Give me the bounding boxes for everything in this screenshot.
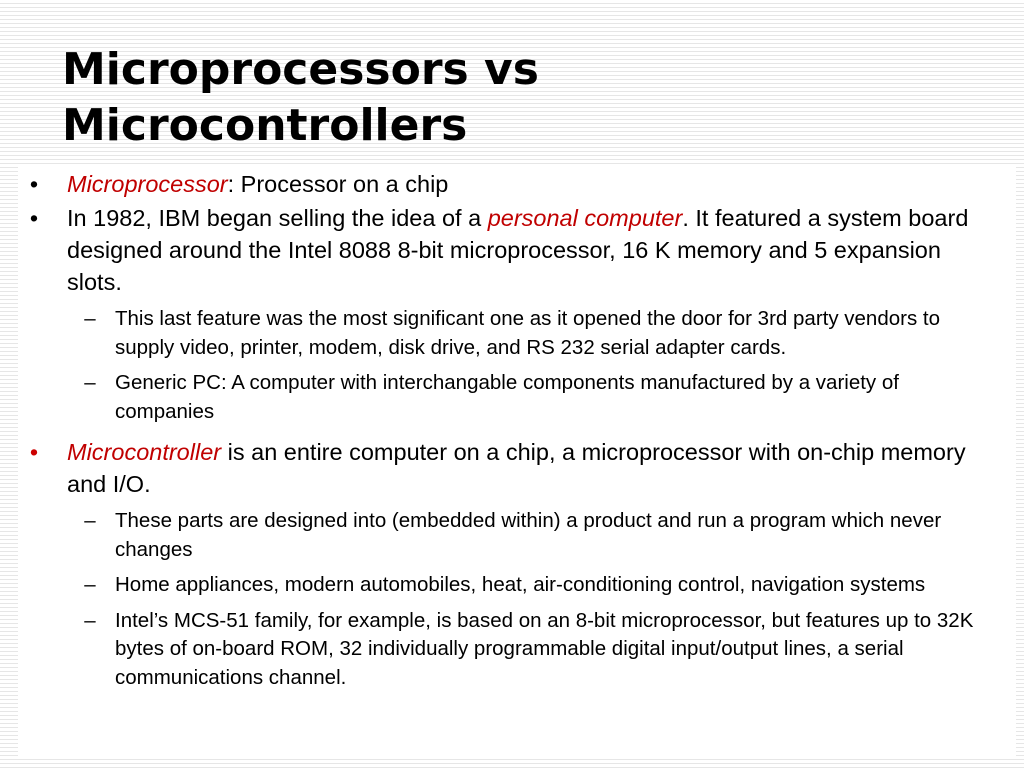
term-microcontroller: Microcontroller xyxy=(67,439,222,465)
sub-bullet-marker: – xyxy=(84,573,96,596)
sub-bullet-text: This last feature was the most significant one as it opened the door for 3rd party vendors to supply video, printer, modem, disk drive, and RS 232 serial adapter cards. xyxy=(115,307,941,359)
sub-bullet-text: Intel’s MCS-51 family, for example, is based on an 8-bit microprocessor, but features up to 32K bytes of on-board ROM, 32 individually programmable digital input/output lines, a serial communications channel. xyxy=(115,608,974,689)
sub-bullet-text: Home appliances, modern automobiles, heat, air-conditioning control, navigation systems xyxy=(115,573,926,596)
sub-bullet-mcs51 xyxy=(18,607,1016,693)
sub-bullet-marker: – xyxy=(84,608,96,632)
bullet-text-after: . It featured a system board designed around the Intel 8088 8-bit microprocessor, 16 K memory and 5 expansion slots. xyxy=(67,205,969,295)
slide-title-line-2: Microcontrollers xyxy=(62,100,468,151)
bullet-text: is an entire computer on a chip, a microprocessor with on-chip memory and I/O. xyxy=(67,439,966,497)
bullet-ibm-pc xyxy=(18,202,1016,298)
sub-bullet-marker: – xyxy=(84,509,96,532)
bullet-marker: • xyxy=(29,205,39,231)
bullet-text-before: In 1982, IBM began selling the idea of a xyxy=(67,205,488,231)
slide-content xyxy=(18,164,1016,756)
bullet-marker: • xyxy=(29,439,39,465)
term-personal-computer: personal computer xyxy=(487,205,683,231)
sub-bullet-marker: – xyxy=(84,371,96,394)
sub-bullet-marker: – xyxy=(84,307,96,330)
sub-bullet-expansion-slots xyxy=(18,305,1016,362)
bullet-text: : Processor on a chip xyxy=(227,171,449,197)
bullet-microprocessor xyxy=(18,168,1016,200)
term-microprocessor: Microprocessor xyxy=(67,171,228,197)
sub-bullet-applications xyxy=(18,571,1016,600)
sub-bullet-generic-pc xyxy=(18,369,1016,426)
slide-title xyxy=(62,42,962,154)
sub-bullet-text: These parts are designed into (embedded within) a product and run a program which never changes xyxy=(115,509,942,561)
slide-title-line-1: Microprocessors vs xyxy=(62,44,539,95)
bullet-marker: • xyxy=(29,171,39,197)
bullet-microcontroller xyxy=(18,436,1016,500)
sub-bullet-text: Generic PC: A computer with interchangable components manufactured by a variety of companies xyxy=(115,371,899,423)
sub-bullet-embedded xyxy=(18,507,1016,564)
